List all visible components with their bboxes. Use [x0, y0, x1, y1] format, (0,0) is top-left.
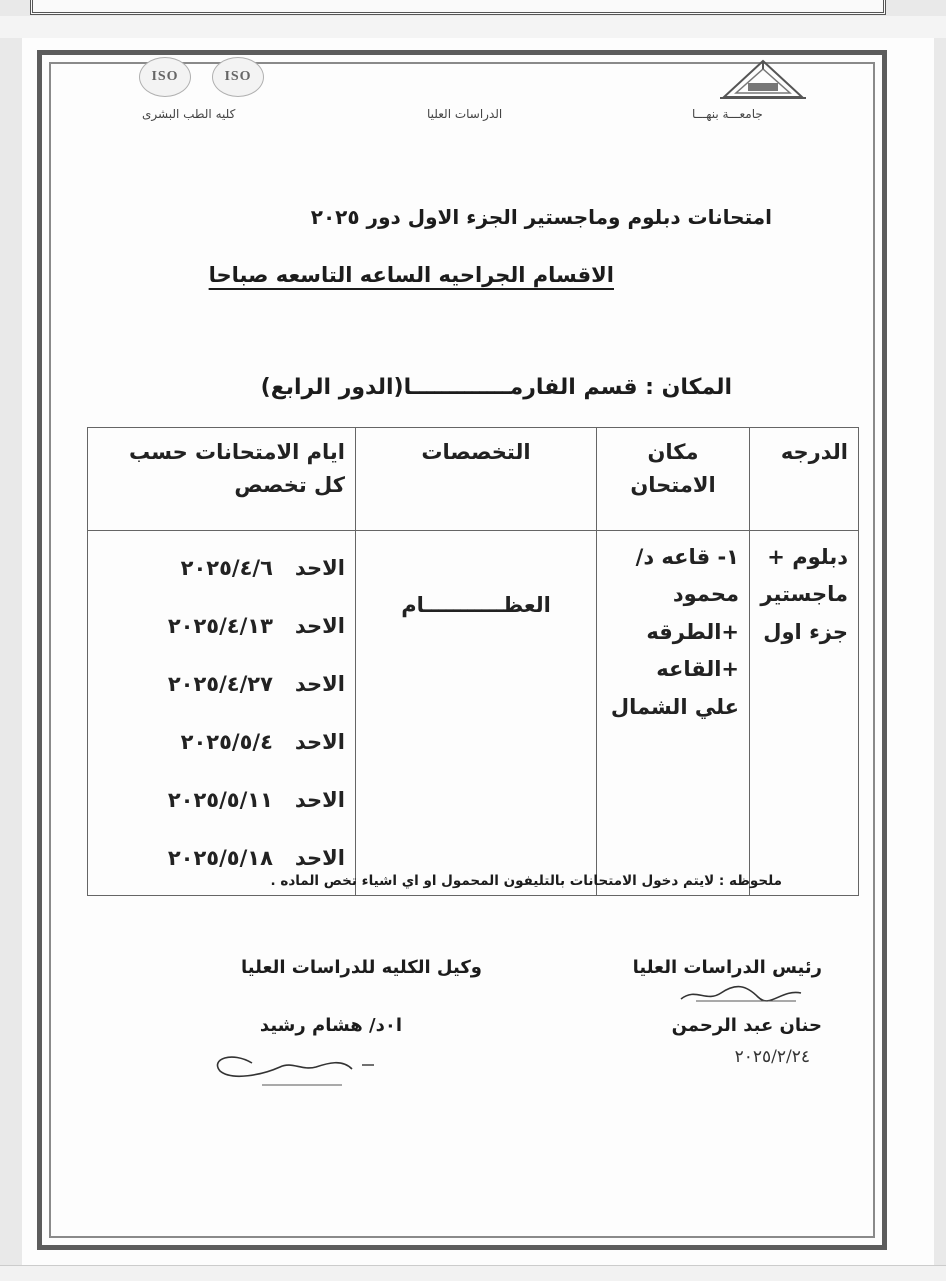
exam-date: ٢٠٢٥/٥/١٨	[167, 845, 273, 870]
exam-place: المكان : قسم الفارمـــــــــــــا(الدور الرابع)	[260, 375, 732, 400]
exam-date: ٢٠٢٥/٥/١١	[167, 787, 273, 812]
exam-day: الاحد	[294, 555, 345, 580]
table-row	[88, 531, 859, 896]
handwritten-date: ٢٠٢٥/٢/٢٤	[734, 1047, 810, 1067]
signature-left-title: وكيل الكليه للدراسات العليا	[240, 957, 482, 978]
signature-right-title: رئيس الدراسات العليا	[632, 957, 822, 978]
exam-schedule-table	[87, 427, 859, 896]
location-cell: ١- قاعه د/محمود +الطرقه +القاعه علي الشمال	[597, 531, 750, 896]
exam-date-row	[98, 713, 345, 771]
exam-dates-cell	[88, 531, 356, 896]
header-specialty: التخصصات	[356, 428, 597, 531]
next-page-edge	[0, 1265, 946, 1281]
university-name: جامعـــة بنهـــا	[692, 107, 763, 121]
exam-date-row	[98, 655, 345, 713]
page-border	[37, 50, 887, 1250]
exam-date: ٢٠٢٥/٤/١٣	[167, 613, 273, 638]
iso-seal-1: ISO	[139, 57, 191, 97]
header-degree: الدرجه	[750, 428, 859, 531]
faculty-name: كليه الطب البشرى	[142, 107, 236, 121]
document-subtitle: الاقسام الجراحيه الساعه التاسعه صباحا	[208, 263, 614, 287]
exam-date: ٢٠٢٥/٥/٤	[180, 729, 273, 754]
exam-date-row	[98, 597, 345, 655]
exam-date: ٢٠٢٥/٤/٢٧	[167, 671, 273, 696]
department-name: الدراسات العليا	[427, 107, 503, 121]
header-exam-days: ايام الامتحانات حسب كل تخصص	[88, 428, 356, 531]
handwritten-signature-left-icon	[192, 1045, 392, 1097]
degree-cell: دبلوم + ماجستير جزء اول	[750, 531, 859, 896]
exam-day: الاحد	[294, 671, 345, 696]
exam-date-row	[98, 771, 345, 829]
document-page	[22, 38, 934, 1268]
page-gap	[0, 16, 946, 38]
exam-day: الاحد	[294, 729, 345, 754]
exam-day: الاحد	[294, 787, 345, 812]
exam-date-row	[98, 539, 345, 597]
exam-note: ملحوظه : لايتم دخول الامتحانات بالتليفون المحمول او اي اشياء تخص الماده .	[270, 873, 782, 889]
signature-left-name: ا٠د/ هشام رشيد	[259, 1015, 402, 1036]
header-location: مكان الامتحان	[597, 428, 750, 531]
table-header-row	[88, 428, 859, 531]
specialty-cell: العظـــــــــــام	[356, 531, 597, 896]
signature-right-name: حنان عبد الرحمن	[671, 1015, 822, 1036]
handwritten-signature-right-icon	[676, 981, 806, 1011]
exam-date: ٢٠٢٥/٤/٦	[180, 555, 273, 580]
previous-page-edge	[30, 0, 886, 15]
iso-seal-2: ISO	[212, 57, 264, 97]
exam-day: الاحد	[294, 613, 345, 638]
university-logo-icon	[718, 59, 808, 105]
document-title: امتحانات دبلوم وماجستير الجزء الاول دور ٢٠٢٥	[310, 205, 772, 229]
exam-day: الاحد	[294, 845, 345, 870]
